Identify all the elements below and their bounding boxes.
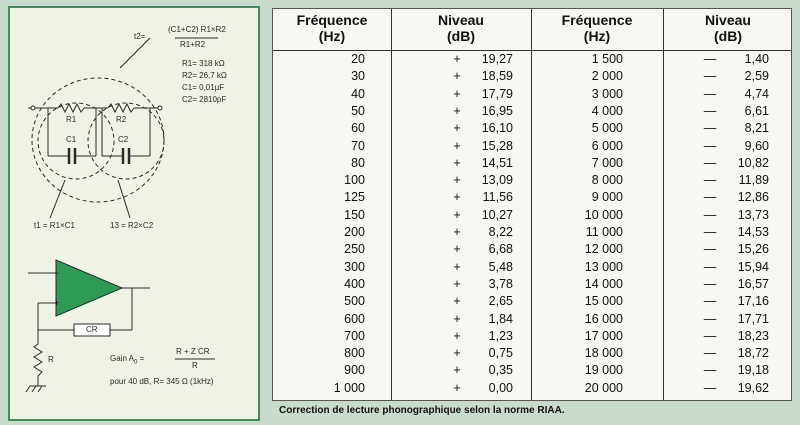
level-high: 9,60: [744, 138, 769, 153]
freq-low: 70: [351, 138, 365, 153]
sign-minus: —: [703, 86, 717, 101]
sign-minus: —: [703, 276, 717, 291]
freq-low: 125: [344, 190, 365, 205]
level-high: 18,72: [737, 346, 769, 361]
sign-minus: —: [703, 103, 717, 118]
t2-label: t2=: [134, 32, 146, 41]
sign-minus: —: [703, 294, 717, 309]
sign-plus: +: [453, 276, 461, 291]
t1-formula: t1 = R1×C1: [34, 221, 75, 230]
svg-text:+: +: [54, 298, 60, 308]
sign-minus: —: [703, 242, 717, 257]
level-high: 8,21: [744, 121, 769, 136]
sign-plus: +: [453, 346, 461, 361]
sign-plus: +: [453, 155, 461, 170]
freq-high: 12 000: [584, 242, 623, 257]
freq-low: 1 000: [333, 380, 365, 395]
sign-minus: —: [703, 363, 717, 378]
level-high: 19,18: [737, 363, 769, 378]
freq-low: 50: [351, 103, 365, 118]
sign-plus: +: [453, 311, 461, 326]
header-level-1: Niveau (dB): [438, 12, 484, 44]
header-level-2: Niveau (dB): [705, 12, 751, 44]
gain-numerator: R + Z CR: [176, 347, 210, 356]
freq-high: 14 000: [584, 276, 623, 291]
level-high: 15,26: [737, 242, 769, 257]
label-cr: CR: [86, 325, 98, 334]
sign-plus: +: [453, 225, 461, 239]
t3-formula: 13 = R2×C2: [110, 221, 154, 230]
sign-plus: +: [453, 328, 461, 343]
sign-minus: —: [703, 173, 717, 188]
level-low: 0,00: [488, 380, 513, 395]
level-low: 17,79: [481, 86, 513, 101]
sign-plus: +: [453, 190, 461, 205]
freq-high: 20 000: [584, 380, 623, 395]
freq-low: 40: [351, 86, 365, 101]
freq-low: 150: [344, 207, 365, 222]
sign-minus: —: [703, 328, 717, 343]
freq-high: 19 000: [584, 363, 623, 378]
level-low: 19,27: [481, 52, 513, 66]
freq-low: 60: [351, 121, 365, 136]
sign-plus: +: [453, 69, 461, 84]
t2-numerator: (C1+C2) R1×R2: [168, 25, 226, 34]
level-low: 0,35: [488, 363, 513, 378]
level-low: 0,75: [488, 346, 513, 361]
freq-high: 9 000: [591, 190, 623, 205]
sign-plus: +: [453, 294, 461, 309]
freq-low: 200: [344, 225, 365, 239]
level-low: 6,68: [488, 242, 513, 257]
label-c1: C1: [66, 135, 77, 144]
level-high: 18,23: [737, 328, 769, 343]
resistor-r: [34, 344, 42, 376]
sign-minus: —: [703, 225, 717, 239]
sign-plus: +: [453, 86, 461, 101]
freq-high: 2 000: [591, 69, 623, 84]
freq-low: 20: [351, 52, 365, 66]
level-low: 16,95: [481, 103, 513, 118]
sign-plus: +: [453, 173, 461, 188]
header-frequency-2: Fréquence (Hz): [561, 12, 633, 44]
gain-denominator: R: [192, 361, 198, 370]
freq-low: 500: [344, 294, 365, 309]
component-r1-value: R1= 318 kΩ: [182, 59, 225, 68]
svg-text:−: −: [54, 268, 60, 278]
component-c1-value: C1= 0,01µF: [182, 83, 225, 92]
level-low: 1,84: [488, 311, 513, 326]
level-high: 17,16: [737, 294, 769, 309]
level-high: 15,94: [737, 259, 769, 274]
sign-minus: —: [703, 259, 717, 274]
sign-plus: +: [453, 242, 461, 257]
label-r2: R2: [116, 115, 127, 124]
column-divider: [531, 9, 532, 400]
level-high: 11,89: [738, 173, 769, 188]
label-c2: C2: [118, 135, 129, 144]
sign-plus: +: [453, 380, 461, 395]
dashed-group-outer: [32, 78, 164, 202]
sign-minus: —: [703, 138, 717, 153]
level-low: 14,51: [481, 155, 513, 170]
level-low: 18,59: [481, 69, 513, 84]
level-low: 3,78: [488, 276, 513, 291]
freq-high: 11 000: [585, 225, 623, 239]
sign-plus: +: [453, 207, 461, 222]
level-high: 16,57: [737, 276, 769, 291]
freq-low: 600: [344, 311, 365, 326]
freq-high: 16 000: [584, 311, 623, 326]
freq-high: 4 000: [591, 103, 623, 118]
freq-high: 13 000: [584, 259, 623, 274]
freq-high: 5 000: [591, 121, 623, 136]
freq-high: 7 000: [591, 155, 623, 170]
freq-high: 1 500: [591, 52, 623, 66]
level-high: 6,61: [744, 103, 769, 118]
level-low: 13,09: [481, 173, 513, 188]
sign-minus: —: [703, 190, 717, 205]
freq-high: 17 000: [584, 328, 623, 343]
level-low: 5,48: [488, 259, 513, 274]
level-high: 17,71: [737, 311, 769, 326]
column-divider: [663, 9, 664, 400]
sign-minus: —: [703, 69, 717, 84]
freq-low: 400: [344, 276, 365, 291]
column-divider: [391, 9, 392, 400]
freq-low: 250: [344, 242, 365, 257]
level-low: 10,27: [481, 207, 513, 222]
level-low: 16,10: [481, 121, 513, 136]
level-high: 10,82: [737, 155, 769, 170]
level-high: 1,40: [744, 52, 769, 66]
freq-high: 3 000: [591, 86, 623, 101]
header-frequency-1: Fréquence (Hz): [296, 12, 368, 44]
gain-note: pour 40 dB, R= 345 Ω (1kHz): [110, 377, 214, 386]
freq-high: 10 000: [584, 207, 623, 222]
sign-minus: —: [703, 380, 717, 395]
sign-minus: —: [703, 155, 717, 170]
sign-plus: +: [453, 52, 461, 66]
sign-plus: +: [453, 121, 461, 136]
component-c2-value: C2= 2810pF: [182, 95, 227, 104]
sign-plus: +: [453, 103, 461, 118]
level-high: 13,73: [737, 207, 769, 222]
schematic-panel: [8, 6, 260, 421]
sign-plus: +: [453, 259, 461, 274]
freq-high: 15 000: [584, 294, 623, 309]
freq-low: 100: [344, 173, 365, 188]
level-high: 19,62: [737, 380, 769, 395]
component-r2-value: R2= 26,7 kΩ: [182, 71, 227, 80]
sign-minus: —: [703, 121, 717, 136]
freq-low: 80: [351, 155, 365, 170]
level-low: 2,65: [488, 294, 513, 309]
sign-minus: —: [703, 346, 717, 361]
opamp-triangle: [56, 260, 122, 316]
sign-minus: —: [703, 207, 717, 222]
level-low: 8,22: [488, 225, 513, 239]
freq-high: 8 000: [591, 173, 623, 188]
t2-denominator: R1+R2: [180, 40, 206, 49]
level-high: 12,86: [737, 190, 769, 205]
sign-plus: +: [453, 363, 461, 378]
sign-minus: —: [703, 52, 717, 66]
level-low: 15,28: [481, 138, 513, 153]
label-r: R: [48, 355, 54, 364]
gain-label: Gain $A_0$ =: [110, 354, 145, 366]
table-caption: Correction de lecture phonographique selon la norme RIAA.: [279, 405, 565, 416]
freq-low: 800: [344, 346, 365, 361]
sign-minus: —: [703, 311, 717, 326]
level-low: 11,56: [482, 190, 513, 205]
sign-plus: +: [453, 138, 461, 153]
freq-low: 700: [344, 328, 365, 343]
riaa-table: [272, 8, 792, 401]
freq-low: 30: [351, 69, 365, 84]
resistor-r1: [58, 104, 84, 112]
freq-low: 900: [344, 363, 365, 378]
level-low: 1,23: [488, 328, 513, 343]
label-r1: R1: [66, 115, 77, 124]
freq-high: 18 000: [584, 346, 623, 361]
level-high: 14,53: [737, 225, 769, 239]
level-high: 2,59: [744, 69, 769, 84]
level-high: 4,74: [744, 86, 769, 101]
freq-low: 300: [344, 259, 365, 274]
freq-high: 6 000: [591, 138, 623, 153]
resistor-r2: [108, 104, 134, 112]
